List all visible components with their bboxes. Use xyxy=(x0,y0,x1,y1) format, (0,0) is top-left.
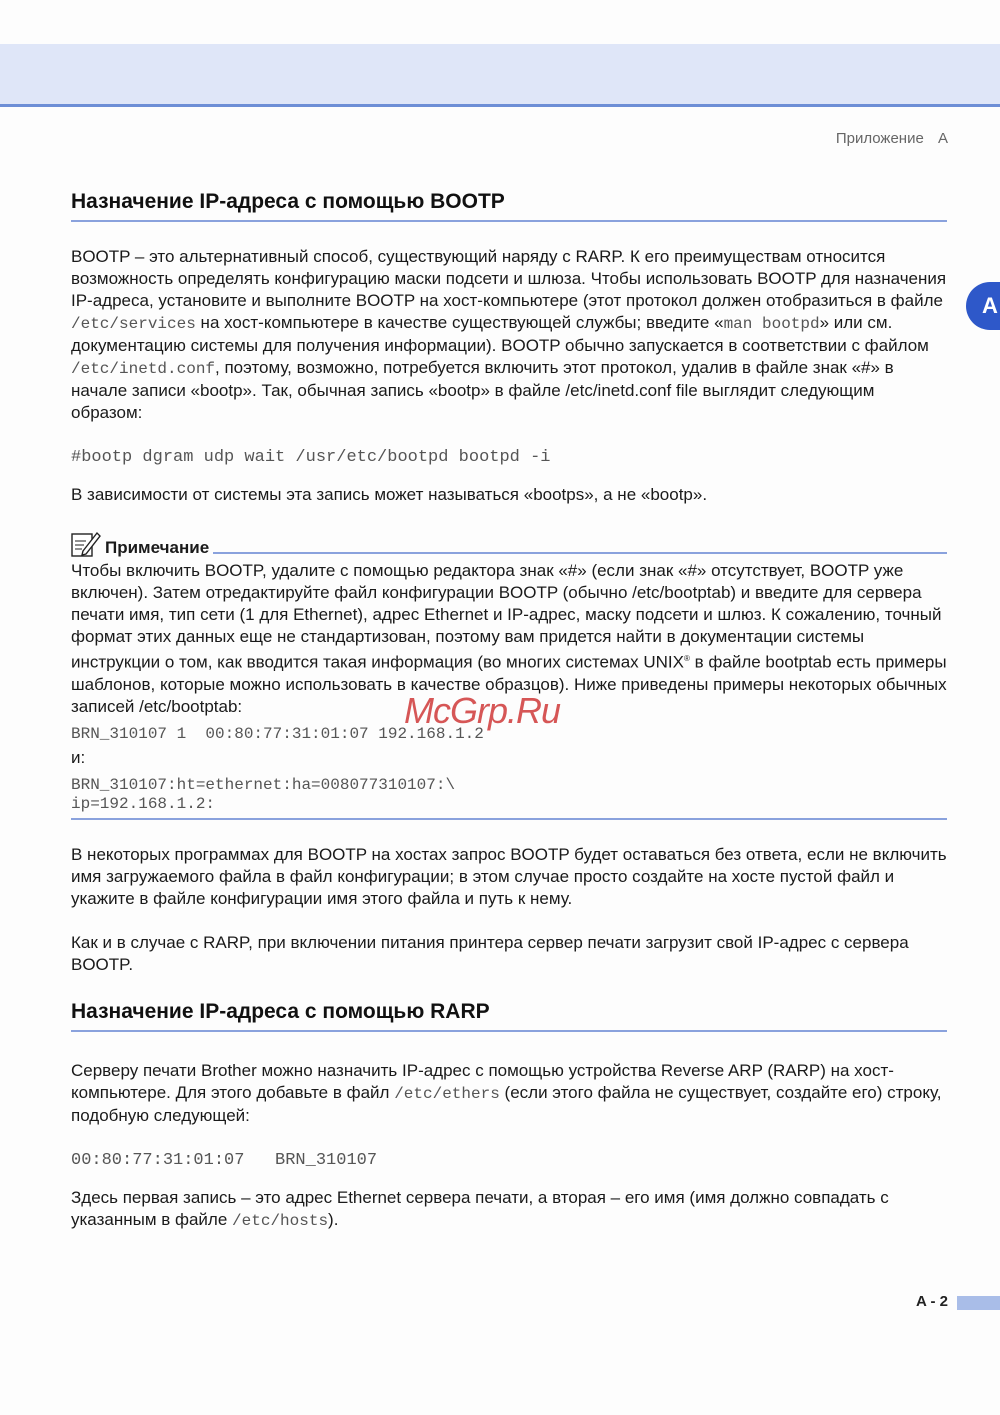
bootptab-example-2-line-2: ip=192.168.1.2: xyxy=(71,794,216,813)
bootp-no-response-paragraph: В некоторых программах для BOOTP на хостах запрос BOOTP будет оставаться без ответа, если не включить имя загружаемого файла в файл конфигурации; в этом случае просто создайте на хосте пустой файл и укажите в файле конфигурации имя этого файла и путь к нему. xyxy=(71,844,947,908)
note-bottom-rule xyxy=(71,818,947,820)
section-bootp xyxy=(71,190,947,976)
note-header-rule xyxy=(213,552,947,554)
code-etc-ethers: /etc/ethers xyxy=(394,1085,500,1103)
bootp-rarp-paragraph: Как и в случае с RARP, при включении питания принтера сервер печати загрузит свой IP-адрес с сервера BOOTP. xyxy=(71,932,909,974)
page-number-bar xyxy=(957,1296,1000,1310)
header-chapter: A xyxy=(937,130,948,147)
bootp-inetd-code-line: #bootp dgram udp wait /usr/etc/bootpd bootpd -i xyxy=(71,448,551,467)
bootp-intro-paragraph: BOOTP – это альтернативный способ, существующий наряду с RARP. К его преимуществам относится возможность определять конфигурацию маски подсети и шлюза. Чтобы использовать BOOTP для назначения IP-адреса, установите и выполните BOOTP на хост-компьютере (этот протокол должен отобразиться в файле /etc/services на хост-компьютере в качестве существующей службы; введите «man bootpd» или см. документацию системы для получения информации). BOOTP обычно запускается в соответствии с файлом /etc/inetd.conf, поэтому, возможно, потребуется включить этот протокол, удалив в файле знак «#» в начале записи «bootp». Так, обычная запись «bootp» в файле /etc/inetd.conf file выглядит следующим образом: xyxy=(71,247,947,422)
bootptab-example-2-line-1: BRN_310107:ht=ethernet:ha=008077310107:\ xyxy=(71,775,456,794)
running-header xyxy=(836,130,948,147)
section-bootp-title: Назначение IP-адреса с помощью BOOTP xyxy=(71,190,947,222)
code-man-bootpd: man bootpd xyxy=(723,315,820,333)
note-and-label: и: xyxy=(71,747,86,767)
code-inetd-conf: /etc/inetd.conf xyxy=(71,360,216,378)
rarp-intro-paragraph: Серверу печати Brother можно назначить IP-адрес с помощью устройства Reverse ARP (RARP) на хост-компьютере. Для этого добавьте в файл /etc/ethers (если этого файла не существует, создайте его) строку, подобную следующей: xyxy=(71,1061,942,1125)
note-title: Примечание xyxy=(105,538,210,557)
code-etc-hosts: /etc/hosts xyxy=(232,1212,329,1230)
registered-mark: ® xyxy=(684,654,690,663)
note-header xyxy=(71,534,947,558)
rarp-explanation-paragraph: Здесь первая запись – это адрес Ethernet сервера печати, а вторая – его имя (имя должно совпадать с указанным в файле /etc/hosts). xyxy=(71,1188,889,1230)
code-etc-services: /etc/services xyxy=(71,315,196,333)
rarp-ethers-code-line: 00:80:77:31:01:07 BRN_310107 xyxy=(71,1151,378,1170)
watermark: McGrp.Ru xyxy=(404,690,561,731)
chapter-tab-letter: A xyxy=(982,293,998,318)
bootptab-example-1: BRN_310107 1 00:80:77:31:01:07 192.168.1.2 xyxy=(71,724,484,743)
section-rarp-title: Назначение IP-адреса с помощью RARP xyxy=(71,1000,947,1032)
page-number: A - 2 xyxy=(916,1293,948,1310)
header-band xyxy=(0,44,1000,107)
bootp-system-note-paragraph: В зависимости от системы эта запись может называться «bootps», а не «bootp». xyxy=(71,485,708,504)
note-body: Чтобы включить BOOTP, удалите с помощью редактора знак «#» (если знак «#» отсутствует, BOOTP уже включен). Затем отредактируйте файл конфигурации BOOTP (обычно /etc/bootptab) и введите для сервера печати имя, тип сети (1 для Ethernet), адрес Ethernet и IP-адрес, маску подсети и шлюз. К сожалению, точный формат этих данных еще не стандартизован, поэтому вам придется найти в документации системы инструкции о том, как вводится такая информация (во многих системах UNIX® в файле bootptab есть примеры шаблонов, которые можно использовать в качестве образцов). Ниже приведены примеры некоторых обычных записей /etc/bootptab: xyxy=(71,561,947,716)
section-rarp xyxy=(71,1000,947,1232)
note-pencil-icon xyxy=(71,530,101,558)
header-label-text: Приложение xyxy=(835,130,924,147)
chapter-tab[interactable] xyxy=(966,282,1000,330)
